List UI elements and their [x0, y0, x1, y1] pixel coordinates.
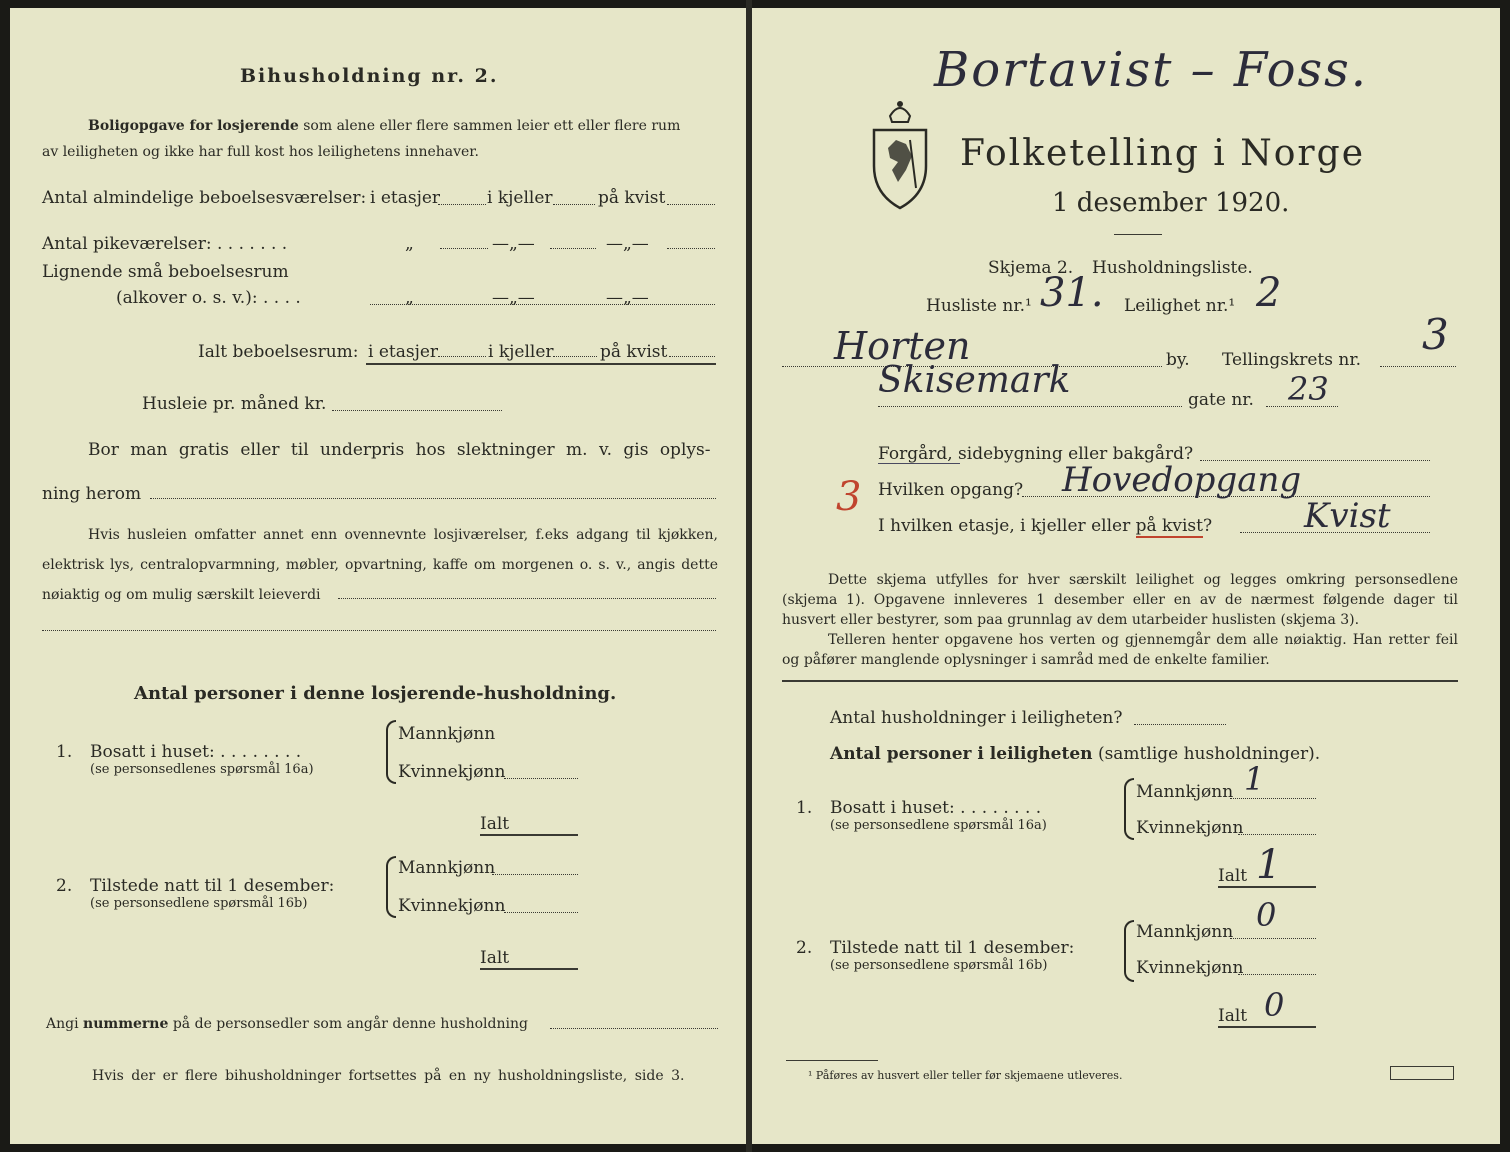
r-q2-ialt-value: 0: [1264, 986, 1285, 1024]
q2-kvinne: Kvinnekjønn: [398, 896, 506, 916]
krets-label: Tellingskrets nr.: [1222, 350, 1362, 370]
q1-brace: [386, 720, 396, 784]
angi-line: Angi nummerne på de personsedler som angår denne husholdning: [46, 1016, 528, 1032]
q1-kvinne: Kvinnekjønn: [398, 762, 506, 782]
row-alm-kvist: på kvist: [598, 188, 666, 208]
row-lign-label-1: Lignende små beboelsesrum: [42, 262, 289, 282]
gate-number-value: 23: [1288, 370, 1329, 408]
q2-ialt: Ialt: [480, 948, 510, 968]
r-q1-ialt-value: 1: [1256, 842, 1282, 888]
husholdningsliste-label: Husholdningsliste.: [1092, 258, 1253, 278]
r-q2-mann-line: [1230, 938, 1316, 939]
gratis-line: [150, 498, 716, 499]
etasje-value: Kvist: [1304, 496, 1391, 536]
form-title: Folketelling i Norge: [960, 133, 1365, 174]
left-footer: Hvis der er flere bihusholdninger fortsettes på en ny husholdningsliste, side 3.: [92, 1068, 685, 1084]
row-alm-kjeller-line: [553, 204, 595, 205]
row-lign-ditto-1: „: [405, 288, 414, 308]
r-q1-sub: (se personsedlene spørsmål 16a): [830, 818, 1047, 833]
angi-dotline: [550, 1028, 718, 1029]
ialt-kvist-line: [669, 356, 715, 357]
r-q1-mann-line: [1230, 798, 1316, 799]
by-label: by.: [1166, 350, 1190, 370]
right-page: [752, 8, 1500, 1144]
q2-ialt-line: [480, 968, 578, 970]
husleie-label: Husleie pr. måned kr.: [142, 394, 327, 414]
row-alm-kjeller: i kjeller: [487, 188, 553, 208]
hvis-line-1: [338, 598, 716, 599]
hvis-line-2: [42, 630, 716, 631]
ialt-kvist: på kvist: [600, 342, 668, 362]
husliste-value: 31.: [1040, 270, 1104, 316]
instruction-paragraph-2: Telleren henter opgavene hos verten og gjennemgår dem alle nøiaktig. Han retter feil og påfører manglende oplysninger i samråd med de enkelte familier.: [782, 632, 1458, 668]
gate-line: [878, 406, 1182, 407]
r-q1-kvinne: Kvinnekjønn: [1136, 818, 1244, 838]
row-pike-ditto-1: „: [405, 234, 414, 254]
instruction-paragraph-1: Dette skjema utfylles for hver særskilt leilighet og legges omkring personsedlene (skjema 1). Opgavene innleveres 1 desember eller en av de nærmest følgende dager til husvert eller bestyrer, som paa grunnlag av dem utarbeider huslisten (skjema 3).: [782, 572, 1458, 628]
r-q2-brace: [1124, 920, 1134, 982]
ialt-etasje: i etasjer: [368, 342, 439, 362]
r-q2-kvinne: Kvinnekjønn: [1136, 958, 1244, 978]
antal-personer-heading: Antal personer i leiligheten (samtlige husholdninger).: [830, 744, 1321, 764]
q1-ialt: Ialt: [480, 814, 510, 834]
q2-mann: Mannkjønn: [398, 858, 496, 878]
r-q1-ialt: Ialt: [1218, 866, 1248, 886]
r-q1-number: 1.: [796, 798, 813, 818]
by-value: Horten: [834, 324, 971, 368]
skjema-label: Skjema 2.: [988, 258, 1074, 278]
opgang-value: Hovedopgang: [1062, 460, 1302, 500]
r-q2-kvinne-line: [1238, 974, 1316, 975]
q2-number: 2.: [56, 876, 73, 896]
q1-label: Bosatt i huset: . . . . . . . .: [90, 742, 302, 762]
row-pike-label: Antal pikeværelser: . . . . . . .: [42, 234, 288, 254]
row-pike-ditto-3: —„—: [606, 234, 649, 254]
row-alm-etasje-line: [438, 204, 486, 205]
r-q2-sub: (se personsedlene spørsmål 16b): [830, 958, 1048, 973]
r-q1-label: Bosatt i huset: . . . . . . . .: [830, 798, 1042, 818]
q1-mann: Mannkjønn: [398, 724, 496, 744]
forgard-underline: [878, 463, 960, 464]
q2-kvinne-line: [504, 912, 578, 913]
handwritten-name: Bortavist – Foss.: [934, 42, 1369, 98]
r-q2-ialt: Ialt: [1218, 1006, 1248, 1026]
ialt-kjeller: i kjeller: [488, 342, 554, 362]
q1-ialt-line: [480, 834, 578, 836]
forgard-label: Forgård, sidebygning eller bakgård?: [878, 444, 1194, 464]
row-pike-line-1: [440, 248, 488, 249]
gratis-line-1: Bor man gratis eller til underpris hos slektninger m. v. gis oplys-: [88, 440, 711, 460]
antal-husholdninger-line: [1134, 724, 1226, 725]
hvis-paragraph: Hvis husleien omfatter annet enn ovennevnte losjiværelser, f.eks adgang til kjøkken, elektrisk lys, centralopvarmning, møbler, opvartning, kaffe om morgenen o. s. v., angis dette nøiaktig og om mulig særskilt leieverdi: [42, 527, 718, 603]
footnote-rule: [786, 1060, 878, 1061]
gratis-line-2: ning herom: [42, 484, 142, 504]
row-lign-ditto-2: —„—: [492, 288, 535, 308]
row-lign-label-2: (alkover o. s. v.): . . . .: [116, 288, 301, 308]
r-q1-mann-value: 1: [1244, 760, 1265, 798]
title-divider: [1114, 234, 1162, 235]
row-alm-kvist-line: [667, 204, 715, 205]
bihusholdning-title: Bihusholdning nr. 2.: [240, 65, 499, 87]
persons-title: Antal personer i denne losjerende-husholdning.: [134, 683, 617, 704]
r-q1-brace: [1124, 778, 1134, 840]
leilighet-label: Leilighet nr.¹: [1124, 296, 1236, 316]
q2-brace: [386, 856, 396, 918]
r-q2-label: Tilstede natt til 1 desember:: [830, 938, 1075, 958]
husleie-line: [332, 410, 502, 411]
krets-line: [1380, 366, 1456, 367]
intro-line-2: av leiligheten og ikke har full kost hos leilighetens innehaver.: [42, 144, 479, 160]
q1-kvinne-line: [504, 778, 578, 779]
gate-value: Skisemark: [878, 360, 1071, 401]
coat-of-arms-icon: [868, 96, 932, 212]
row-lign-line: [370, 304, 715, 305]
ialt-beboelsesrum-label: Ialt beboelsesrum:: [198, 342, 359, 362]
red-mark: 3: [836, 474, 862, 520]
r-q1-kvinne-line: [1238, 834, 1316, 835]
footnote: ¹ Påføres av husvert eller teller før skjemaene utleveres.: [808, 1069, 1123, 1082]
krets-value: 3: [1422, 310, 1449, 359]
ialt-etasje-line: [438, 356, 486, 357]
q1-number: 1.: [56, 742, 73, 762]
gate-label: gate nr.: [1188, 390, 1254, 410]
intro-line-1: Boligopgave for losjerende som alene eller flere sammen leier ett eller flere rum: [88, 118, 681, 134]
left-page: [10, 8, 746, 1144]
r-q2-mann-value: 0: [1256, 896, 1277, 934]
row-pike-line-3: [667, 248, 715, 249]
instruction-divider: [782, 680, 1458, 682]
etasje-label: I hvilken etasje, i kjeller eller på kvist?: [878, 516, 1213, 536]
q1-sub: (se personsedlenes spørsmål 16a): [90, 762, 314, 777]
row-pike-ditto-2: —„—: [492, 234, 535, 254]
row-alm-etasje: i etasjer: [370, 188, 441, 208]
ialt-kjeller-line: [553, 356, 597, 357]
opgang-label: Hvilken opgang?: [878, 480, 1024, 500]
printer-stamp: [1390, 1066, 1454, 1080]
r-q2-mann: Mannkjønn: [1136, 922, 1234, 942]
row-lign-ditto-3: —„—: [606, 288, 649, 308]
row-alm-label: Antal almindelige beboelsesværelser:: [42, 188, 367, 208]
q2-label: Tilstede natt til 1 desember:: [90, 876, 335, 896]
ialt-underline: [366, 363, 716, 365]
form-date: 1 desember 1920.: [1052, 188, 1290, 218]
husliste-label: Husliste nr.¹: [926, 296, 1032, 316]
leilighet-value: 2: [1256, 270, 1282, 316]
r-q1-mann: Mannkjønn: [1136, 782, 1234, 802]
r-q2-number: 2.: [796, 938, 813, 958]
antal-husholdninger-label: Antal husholdninger i leiligheten?: [830, 708, 1123, 728]
q2-sub: (se personsedlene spørsmål 16b): [90, 896, 308, 911]
q2-mann-line: [492, 874, 578, 875]
r-q1-ialt-line: [1218, 886, 1316, 888]
r-q2-ialt-line: [1218, 1026, 1316, 1028]
row-pike-line-2: [550, 248, 596, 249]
